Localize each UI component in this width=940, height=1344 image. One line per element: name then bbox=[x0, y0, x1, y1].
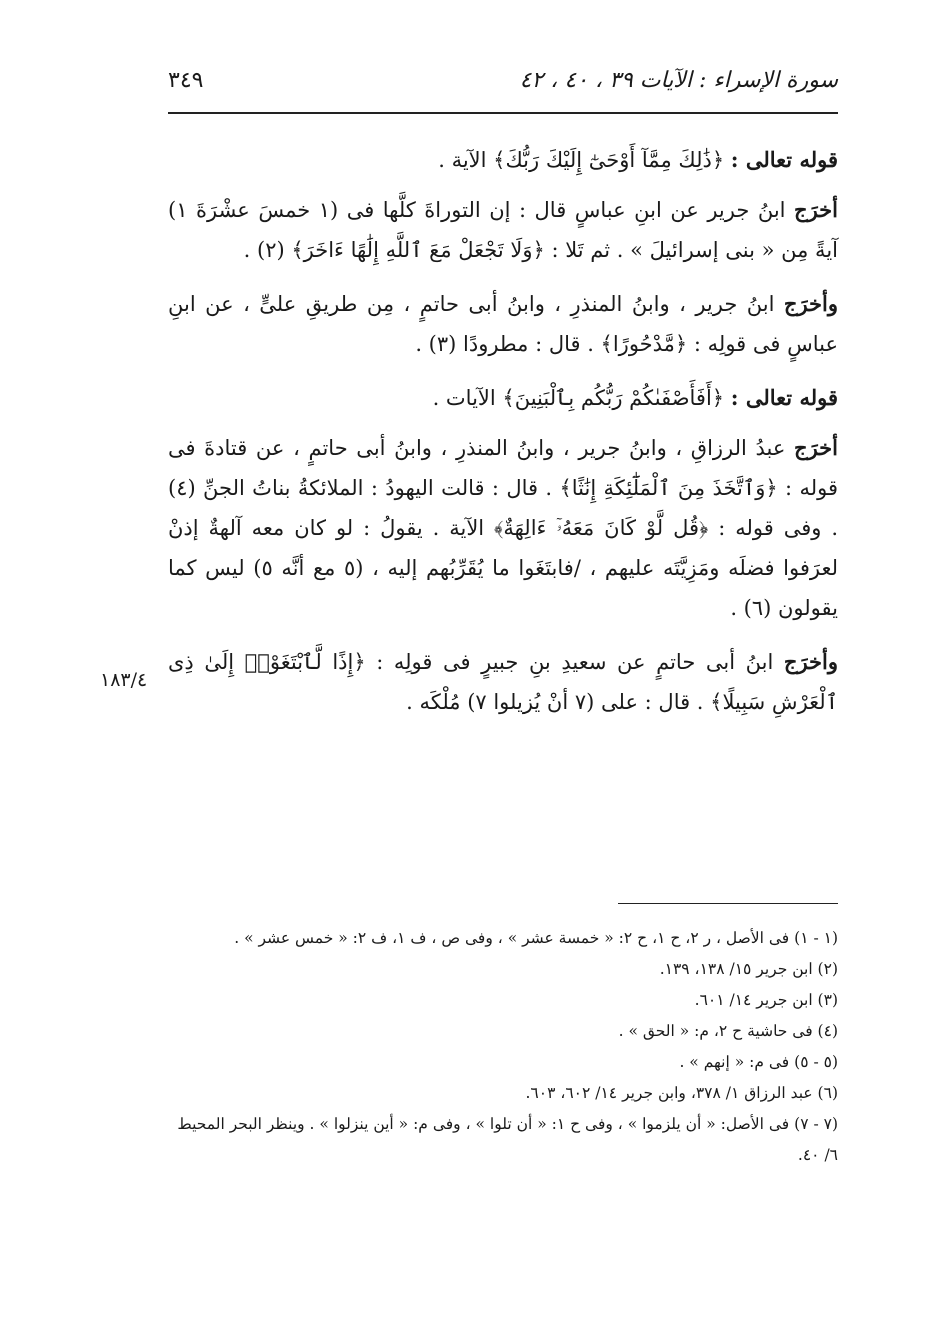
lead-word: أخرَج bbox=[794, 435, 838, 460]
footnote: (٧ - ٧) فى الأصل: « أن يلزموا » ، وفى ح ١: « أن تلوا » ، وفى م: « أين ينزلوا » . وينظر البحر المحيط ٦/ ٤٠. bbox=[177, 1115, 838, 1164]
verse-heading bbox=[168, 140, 838, 180]
lead-word: وأخرَج bbox=[783, 649, 838, 674]
paragraph-text: ﴿ذَٰلِكَ مِمَّآ أَوْحَىٰٓ إِلَيْكَ رَبُّكَ﴾ الآية . bbox=[438, 148, 731, 172]
marginal-reference: ١٨٣/٤ bbox=[100, 669, 148, 691]
paragraph-text: ابنُ جرير ، وابنُ المنذرِ ، وابنُ أبى حاتمٍ ، مِن طريقِ علىٍّ ، عن ابنِ عباسٍ فى قولِه : ﴿مَّدْحُورًا﴾ . قال : مطرودًا (٣) . bbox=[168, 292, 838, 356]
paragraph bbox=[168, 284, 838, 364]
footnote: (٣) ابن جرير ١٤/ ٦٠١. bbox=[694, 991, 838, 1009]
paragraph-text: عبدُ الرزاقِ ، وابنُ جرير ، وابنُ المنذرِ ، وابنُ أبى حاتمٍ ، عن قتادةَ فى قوله : ﴿وَٱتَّخَذَ مِنَ ٱلْمَلَٰٓئِكَةِ إِنَٰثًا﴾ . قال : قالت اليهودُ : الملائكةُ بناتُ الجنِّ (٤) . وفى قوله : ﴿قُل لَّوْ كَانَ مَعَهُۥٓ ءَالِهَةٌ﴾ الآية . يقولُ : لو كان معه آلهةٌ إذنْ لعرَفوا فضلَه ومَزِيَّتَه عليهم ، /فابتَغَوا ما يُقَرِّبُهم إليه ، (٥ مع أنَّه ٥) ليس كما يقولون (٦) . bbox=[168, 436, 838, 620]
paragraph bbox=[168, 190, 838, 270]
page-number: ٣٤٩ bbox=[168, 68, 204, 93]
lead-word: قوله تعالى : bbox=[730, 385, 838, 410]
paragraph bbox=[168, 428, 838, 628]
paragraph-text: ابنُ أبى حاتمٍ عن سعيدِ بنِ جبيرٍ فى قولِه : ﴿إِذًا لَّٱبْتَغَوْا۟ إِلَىٰ ذِى ٱلْعَرْشِ سَبِيلًا﴾ . قال : على (٧ أنْ يُزيلوا ٧) مُلْكَه . bbox=[168, 650, 838, 714]
footnote-rule bbox=[618, 903, 838, 904]
lead-word: قوله تعالى : bbox=[730, 147, 838, 172]
lead-word: أخرَج bbox=[794, 197, 838, 222]
footnotes bbox=[168, 923, 838, 1171]
lead-word: وأخرَج bbox=[783, 291, 838, 316]
footnote: (٥ - ٥) فى م: « إنهم » . bbox=[679, 1053, 838, 1071]
footnote: (٤) فى حاشية ح ٢، م: « الحق » . bbox=[618, 1022, 838, 1040]
verse-heading bbox=[168, 378, 838, 418]
running-title: سورة الإسراء : الآيات ٣٩ ، ٤٠ ، ٤٢ bbox=[519, 68, 838, 93]
header-rule bbox=[168, 112, 838, 114]
paragraph-text: ﴿أَفَأَصْفَىٰكُمْ رَبُّكُم بِٱلْبَنِينَ﴾ الآيات . bbox=[432, 386, 731, 410]
page-header bbox=[168, 68, 838, 102]
footnote: (٢) ابن جرير ١٥/ ١٣٨، ١٣٩. bbox=[659, 960, 838, 978]
main-text bbox=[168, 140, 838, 736]
paragraph-text: ابنُ جرير عن ابنِ عباسٍ قال : إن التوراةَ كلَّها فى (١ خمسَ عشْرَةَ ١) آيةً مِن « بنى إسرائيلَ » . ثم تَلا : ﴿وَلَا تَجْعَلْ مَعَ ٱللَّهِ إِلَٰهًا ءَاخَرَ﴾ (٢) . bbox=[168, 198, 838, 262]
footnote: (١ - ١) فى الأصل ، ر ٢، ح ١، ح ٢: « خمسة عشر » ، وفى ص ، ف ١، ف ٢: « خمس عشر » . bbox=[234, 929, 838, 947]
paragraph bbox=[168, 642, 838, 722]
footnote: (٦) عبد الرزاق ١/ ٣٧٨، وابن جرير ١٤/ ٦٠٢، ٦٠٣. bbox=[525, 1084, 838, 1102]
